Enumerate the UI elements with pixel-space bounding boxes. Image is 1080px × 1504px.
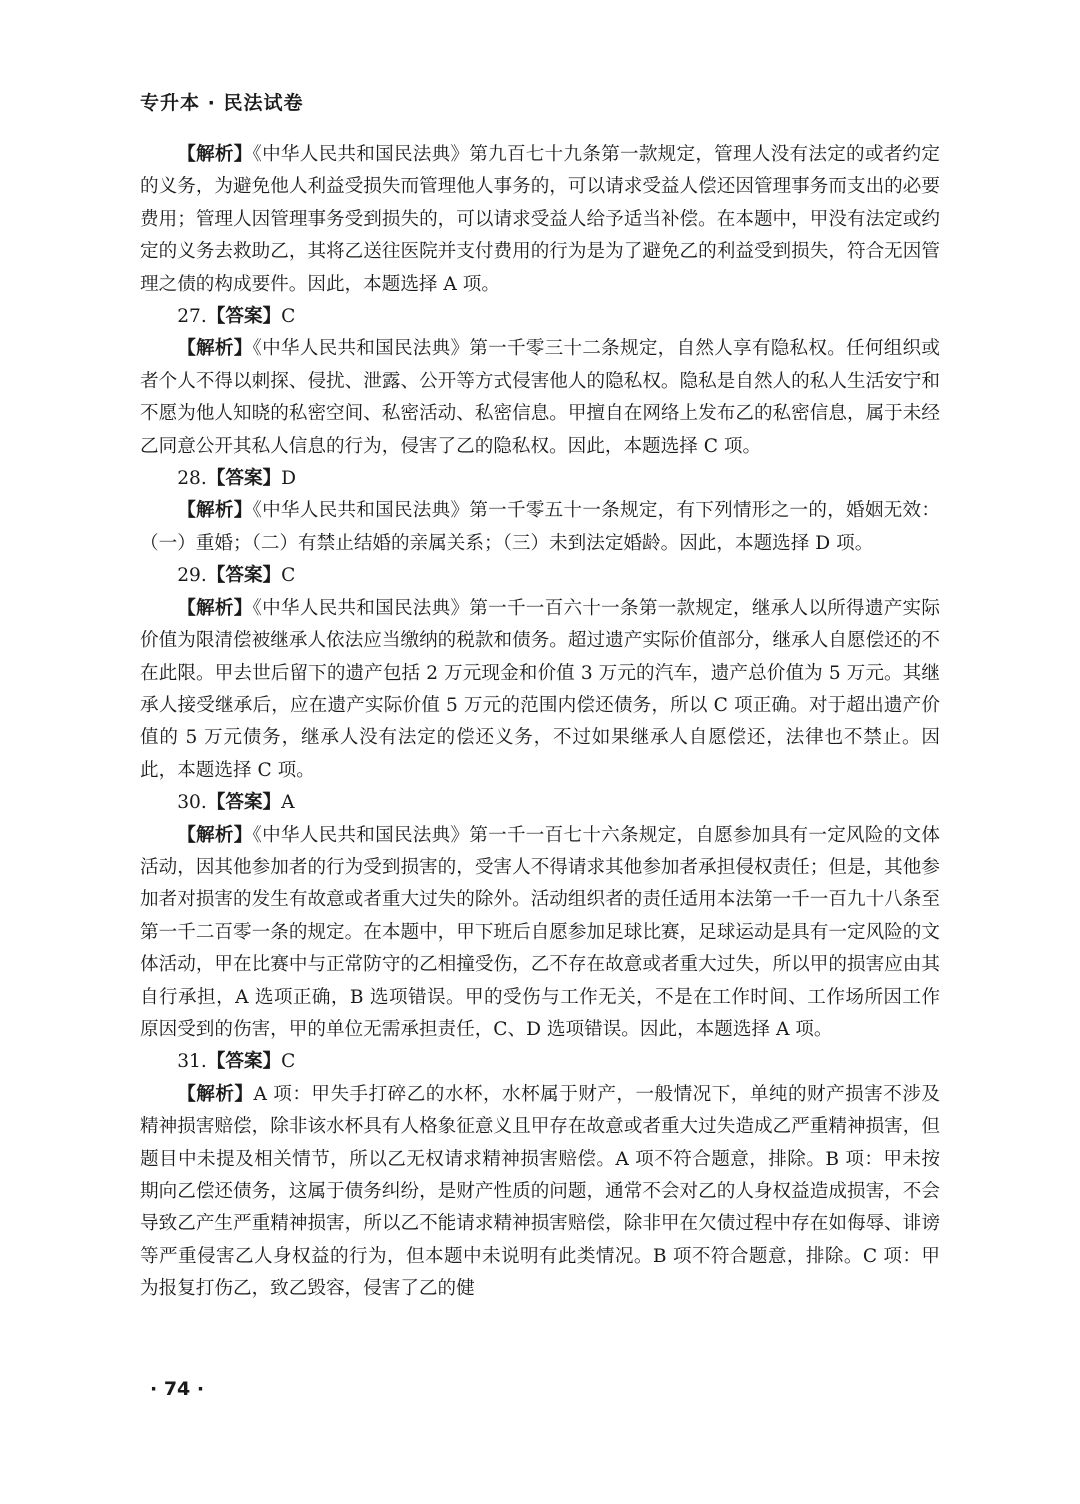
question-number: 30. bbox=[177, 792, 207, 814]
analysis-tag: 【解析】 bbox=[177, 824, 253, 846]
page-number: · 74 · bbox=[150, 1378, 205, 1400]
question-number: 31. bbox=[177, 1051, 207, 1073]
answer-tag: 【答案】 bbox=[206, 1051, 282, 1073]
answer-tag: 【答案】 bbox=[206, 306, 282, 328]
analysis-paragraph bbox=[140, 333, 940, 463]
analysis-paragraph bbox=[140, 593, 940, 787]
analysis-paragraph bbox=[140, 495, 940, 560]
question-number: 27. bbox=[177, 306, 207, 328]
analysis-text: 《中华人民共和国民法典》第一千一百七十六条规定，自愿参加具有一定风险的文体活动，因其他参加者的行为受到损害的，受害人不得请求其他参加者承担侵权责任；但是，其他参加者对损害的发生有故意或者重大过失的除外。活动组织者的责任适用本法第一千一百九十八条至第一千二百零一条的规定。在本题中，甲下班后自愿参加足球比赛，足球运动是具有一定风险的文体活动，甲在比赛中与正常防守的乙相撞受伤，乙不存在故意或者重大过失，所以甲的损害应由其自行承担，A 选项正确，B 选项错误。甲的受伤与工作无关，不是在工作时间、工作场所因工作原因受到的伤害，甲的单位无需承担责任，C、D 选项错误。因此，本题选择 A 项。 bbox=[140, 824, 940, 1040]
analysis-text: A 项：甲失手打碎乙的水杯，水杯属于财产，一般情况下，单纯的财产损害不涉及精神损害赔偿，除非该水杯具有人格象征意义且甲存在故意或者重大过失造成乙严重精神损害，但题目中未提及相关情节，所以乙无权请求精神损害赔偿。A 项不符合题意，排除。B 项：甲未按期向乙偿还债务，这属于债务纠纷，是财产性质的问题，通常不会对乙的人身权益造成损害，不会导致乙产生严重精神损害，所以乙不能请求精神损害赔偿，除非甲在欠债过程中存在如侮辱、诽谤等严重侵害乙人身权益的行为，但本题中未说明有此类情况。B 项不符合题意，排除。C 项：甲为报复打伤乙，致乙毁容，侵害了乙的健 bbox=[140, 1083, 940, 1300]
answer-value: C bbox=[281, 306, 296, 328]
answer-tag: 【答案】 bbox=[206, 565, 282, 587]
analysis-paragraph bbox=[140, 1079, 940, 1306]
answer-value: A bbox=[281, 792, 295, 814]
answer-value: C bbox=[281, 1051, 296, 1073]
answer-tag: 【答案】 bbox=[206, 468, 282, 490]
analysis-tag: 【解析】 bbox=[177, 1083, 254, 1105]
answer-analysis-content bbox=[140, 139, 940, 1306]
answer-line bbox=[140, 560, 940, 592]
answer-value: D bbox=[281, 468, 297, 490]
answer-line bbox=[140, 787, 940, 819]
analysis-tag: 【解析】 bbox=[177, 338, 253, 360]
running-header: 专升本 · 民法试卷 bbox=[140, 92, 304, 114]
question-number: 29. bbox=[177, 565, 207, 587]
analysis-paragraph bbox=[140, 820, 940, 1047]
answer-line bbox=[140, 463, 940, 495]
analysis-paragraph bbox=[140, 139, 940, 301]
analysis-text: 《中华人民共和国民法典》第一千零三十二条规定，自然人享有隐私权。任何组织或者个人不得以刺探、侵扰、泄露、公开等方式侵害他人的隐私权。隐私是自然人的私人生活安宁和不愿为他人知晓的私密空间、私密活动、私密信息。甲擅自在网络上发布乙的私密信息，属于未经乙同意公开其私人信息的行为，侵害了乙的隐私权。因此，本题选择 C 项。 bbox=[140, 338, 940, 457]
analysis-tag: 【解析】 bbox=[177, 597, 253, 619]
answer-line bbox=[140, 301, 940, 333]
question-number: 28. bbox=[177, 468, 207, 490]
analysis-text: 《中华人民共和国民法典》第一千一百六十一条第一款规定，继承人以所得遗产实际价值为限清偿被继承人依法应当缴纳的税款和债务。超过遗产实际价值部分，继承人自愿偿还的不在此限。甲去世后留下的遗产包括 2 万元现金和价值 3 万元的汽车，遗产总价值为 5 万元。其继承人接受继承后，应在遗产实际价值 5 万元的范围内偿还债务，所以 C 项正确。对于超出遗产价值的 5 万元债务，继承人没有法定的偿还义务，不过如果继承人自愿偿还，法律也不禁止。因此，本题选择 C 项。 bbox=[140, 597, 940, 781]
analysis-text: 《中华人民共和国民法典》第一千零五十一条规定，有下列情形之一的，婚姻无效：（一）重婚；（二）有禁止结婚的亲属关系；（三）未到法定婚龄。因此，本题选择 D 项。 bbox=[140, 500, 940, 554]
answer-line bbox=[140, 1046, 940, 1078]
answer-tag: 【答案】 bbox=[206, 792, 282, 814]
analysis-tag: 【解析】 bbox=[177, 500, 253, 522]
analysis-text: 《中华人民共和国民法典》第九百七十九条第一款规定，管理人没有法定的或者约定的义务，为避免他人利益受损失而管理他人事务的，可以请求受益人偿还因管理事务而支出的必要费用；管理人因管理事务受到损失的，可以请求受益人给予适当补偿。在本题中，甲没有法定或约定的义务去救助乙，其将乙送往医院并支付费用的行为是为了避免乙的利益受到损失，符合无因管理之债的构成要件。因此，本题选择 A 项。 bbox=[140, 144, 940, 295]
answer-value: C bbox=[281, 565, 296, 587]
analysis-tag: 【解析】 bbox=[177, 144, 253, 165]
